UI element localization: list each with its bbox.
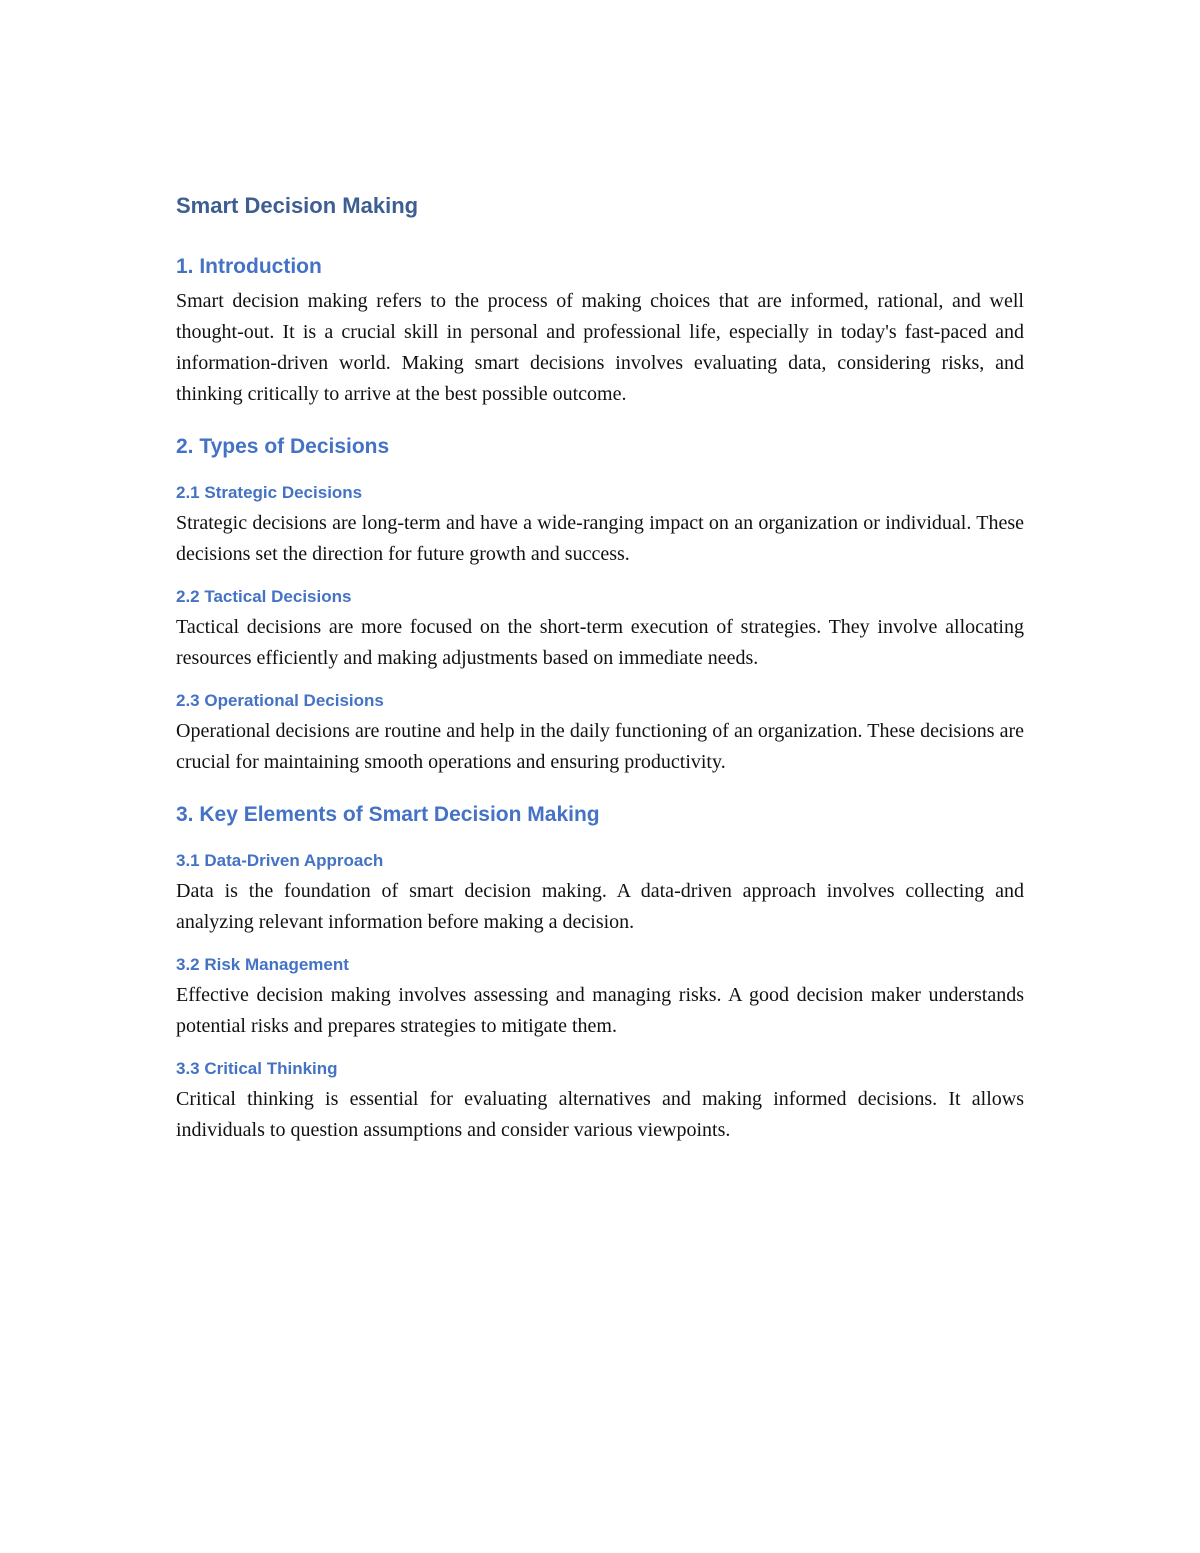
subsection-heading: 2.1 Strategic Decisions <box>176 483 363 502</box>
subsection-risk-management <box>176 952 1024 1042</box>
subsection-body: Effective decision making involves assessing and managing risks. A good decision maker understands potential risks and prepares strategies to mitigate them. <box>176 984 1024 1037</box>
subsection-strategic-decisions <box>176 480 1024 570</box>
subsection-heading: 3.3 Critical Thinking <box>176 1059 338 1078</box>
document-page <box>176 190 1024 1168</box>
section-heading: 1. Introduction <box>176 255 322 278</box>
subsection-data-driven-approach <box>176 848 1024 938</box>
section-types-of-decisions <box>176 432 1024 778</box>
subsection-operational-decisions <box>176 688 1024 778</box>
document-title: Smart Decision Making <box>176 193 419 218</box>
subsection-tactical-decisions <box>176 584 1024 674</box>
subsection-critical-thinking <box>176 1056 1024 1146</box>
section-introduction <box>176 252 1024 410</box>
subsection-heading: 2.2 Tactical Decisions <box>176 587 352 606</box>
subsection-body: Strategic decisions are long-term and have a wide-ranging impact on an organization or individual. These decisions set the direction for future growth and success. <box>176 512 1024 565</box>
subsection-heading: 3.1 Data-Driven Approach <box>176 851 384 870</box>
subsection-body: Operational decisions are routine and help in the daily functioning of an organization. These decisions are crucial for maintaining smooth operations and ensuring productivity. <box>176 720 1024 773</box>
section-heading: 3. Key Elements of Smart Decision Making <box>176 803 600 826</box>
subsection-heading: 3.2 Risk Management <box>176 955 349 974</box>
subsection-heading: 2.3 Operational Decisions <box>176 691 384 710</box>
subsection-body: Data is the foundation of smart decision making. A data-driven approach involves collecting and analyzing relevant information before making a decision. <box>176 880 1024 933</box>
subsection-body: Critical thinking is essential for evaluating alternatives and making informed decisions. It allows individuals to question assumptions and consider various viewpoints. <box>176 1088 1024 1141</box>
section-key-elements <box>176 800 1024 1146</box>
section-heading: 2. Types of Decisions <box>176 435 390 458</box>
subsection-body: Tactical decisions are more focused on the short-term execution of strategies. They involve allocating resources efficiently and making adjustments based on immediate needs. <box>176 616 1024 669</box>
section-body: Smart decision making refers to the process of making choices that are informed, rational, and well thought-out. It is a crucial skill in personal and professional life, especially in today's fast-paced and information-driven world. Making smart decisions involves evaluating data, considering risks, and thinking critically to arrive at the best possible outcome. <box>176 290 1024 405</box>
